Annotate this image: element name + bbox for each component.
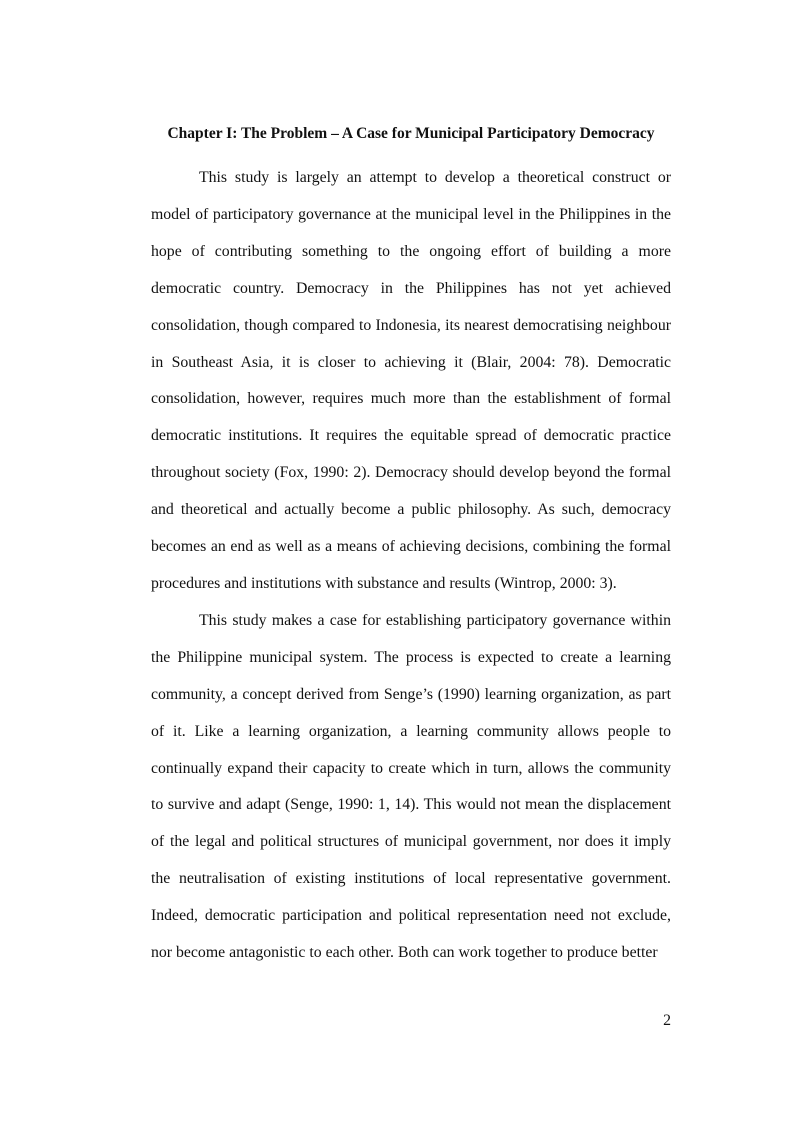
paragraph-2: This study makes a case for establishing participatory governance within the Philippine municipal system. The process is expected to create a learning community, a concept derived from Senge’s (1990) learning organization, as part of it. Like a learning organization, a learning community allows people to continually expand their capacity to create which in turn, allows the community to survive and adapt (Senge, 1990: 1, 14). This would not mean the displacement of the legal and political structures of municipal government, nor does it imply the neutralisation of existing institutions of local representative government. Indeed, democratic participation and political representation need not exclude, nor become antagonistic to each other. Both can work together to produce better: [151, 611, 671, 962]
body-text: [151, 160, 671, 972]
page-number: 2: [663, 1012, 671, 1029]
chapter-title: Chapter I: The Problem – A Case for Municipal Participatory Democracy: [167, 125, 655, 142]
paragraph-1: This study is largely an attempt to develop a theoretical construct or model of participatory governance at the municipal level in the Philippines in the hope of contributing something to the ongoing effort of building a more democratic country. Democracy in the Philippines has not yet achieved consolidation, though compared to Indonesia, its nearest democratising neighbour in Southeast Asia, it is closer to achieving it (Blair, 2004: 78). Democratic consolidation, however, requires much more than the establishment of formal democratic institutions. It requires the equitable spread of democratic practice throughout society (Fox, 1990: 2). Democracy should develop beyond the formal and theoretical and actually become a public philosophy. As such, democracy becomes an end as well as a means of achieving decisions, combining the formal procedures and institutions with substance and results (Wintrop, 2000: 3).: [151, 169, 671, 592]
